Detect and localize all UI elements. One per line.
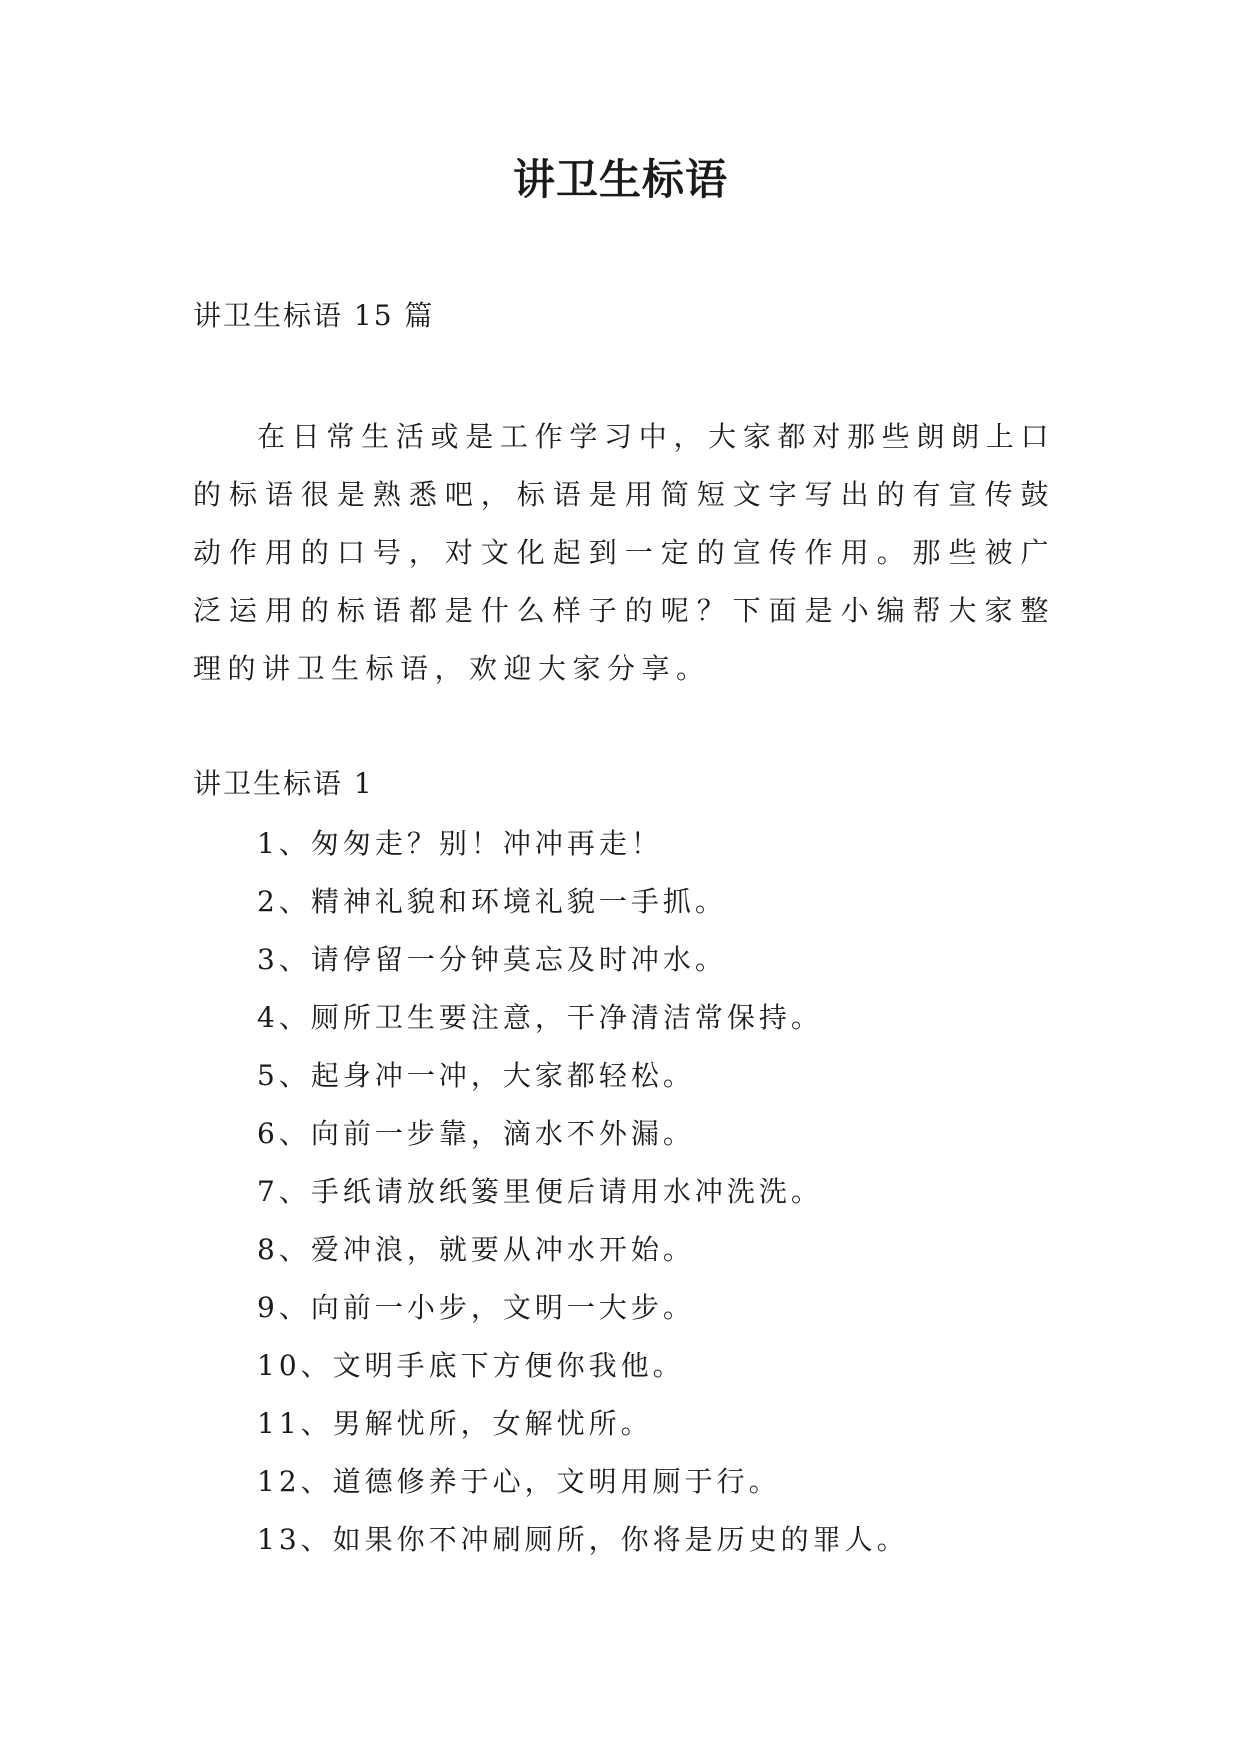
slogan-item: 11、男解忧所，女解忧所。 [257,1407,653,1440]
slogan-item: 3、请停留一分钟莫忘及时冲水。 [257,943,727,976]
slogan-item: 5、起身冲一冲，大家都轻松。 [257,1059,695,1092]
document-title: 讲卫生标语 [512,155,728,204]
slogan-item: 1、匆匆走？别！冲冲再走！ [257,827,663,860]
document-subtitle: 讲卫生标语 15 篇 [193,299,435,332]
slogan-item: 10、文明手底下方便你我他。 [257,1349,685,1382]
slogan-item: 9、向前一小步，文明一大步。 [257,1291,695,1324]
slogan-item: 7、手纸请放纸篓里便后请用水冲洗洗。 [257,1175,823,1208]
slogan-list [257,815,909,1569]
slogan-item: 4、厕所卫生要注意，干净清洁常保持。 [257,1001,823,1034]
slogan-item: 12、道德修养于心，文明用厕于行。 [257,1465,781,1498]
slogan-item: 13、如果你不冲刷厕所，你将是历史的罪人。 [257,1523,909,1556]
intro-paragraph: 在日常生活或是工作学习中，大家都对那些朗朗上口的标语很是熟悉吧，标语是用简短文字写出的有宣传鼓动作用的口号，对文化起到一定的宣传作用。那些被广泛运用的标语都是什么样子的呢？下面是小编帮大家整理的讲卫生标语，欢迎大家分享。 [193,420,1055,685]
slogan-item: 8、爱冲浪，就要从冲水开始。 [257,1233,695,1266]
section-heading: 讲卫生标语 1 [193,767,374,800]
slogan-item: 2、精神礼貌和环境礼貌一手抓。 [257,885,727,918]
slogan-item: 6、向前一步靠，滴水不外漏。 [257,1117,695,1150]
